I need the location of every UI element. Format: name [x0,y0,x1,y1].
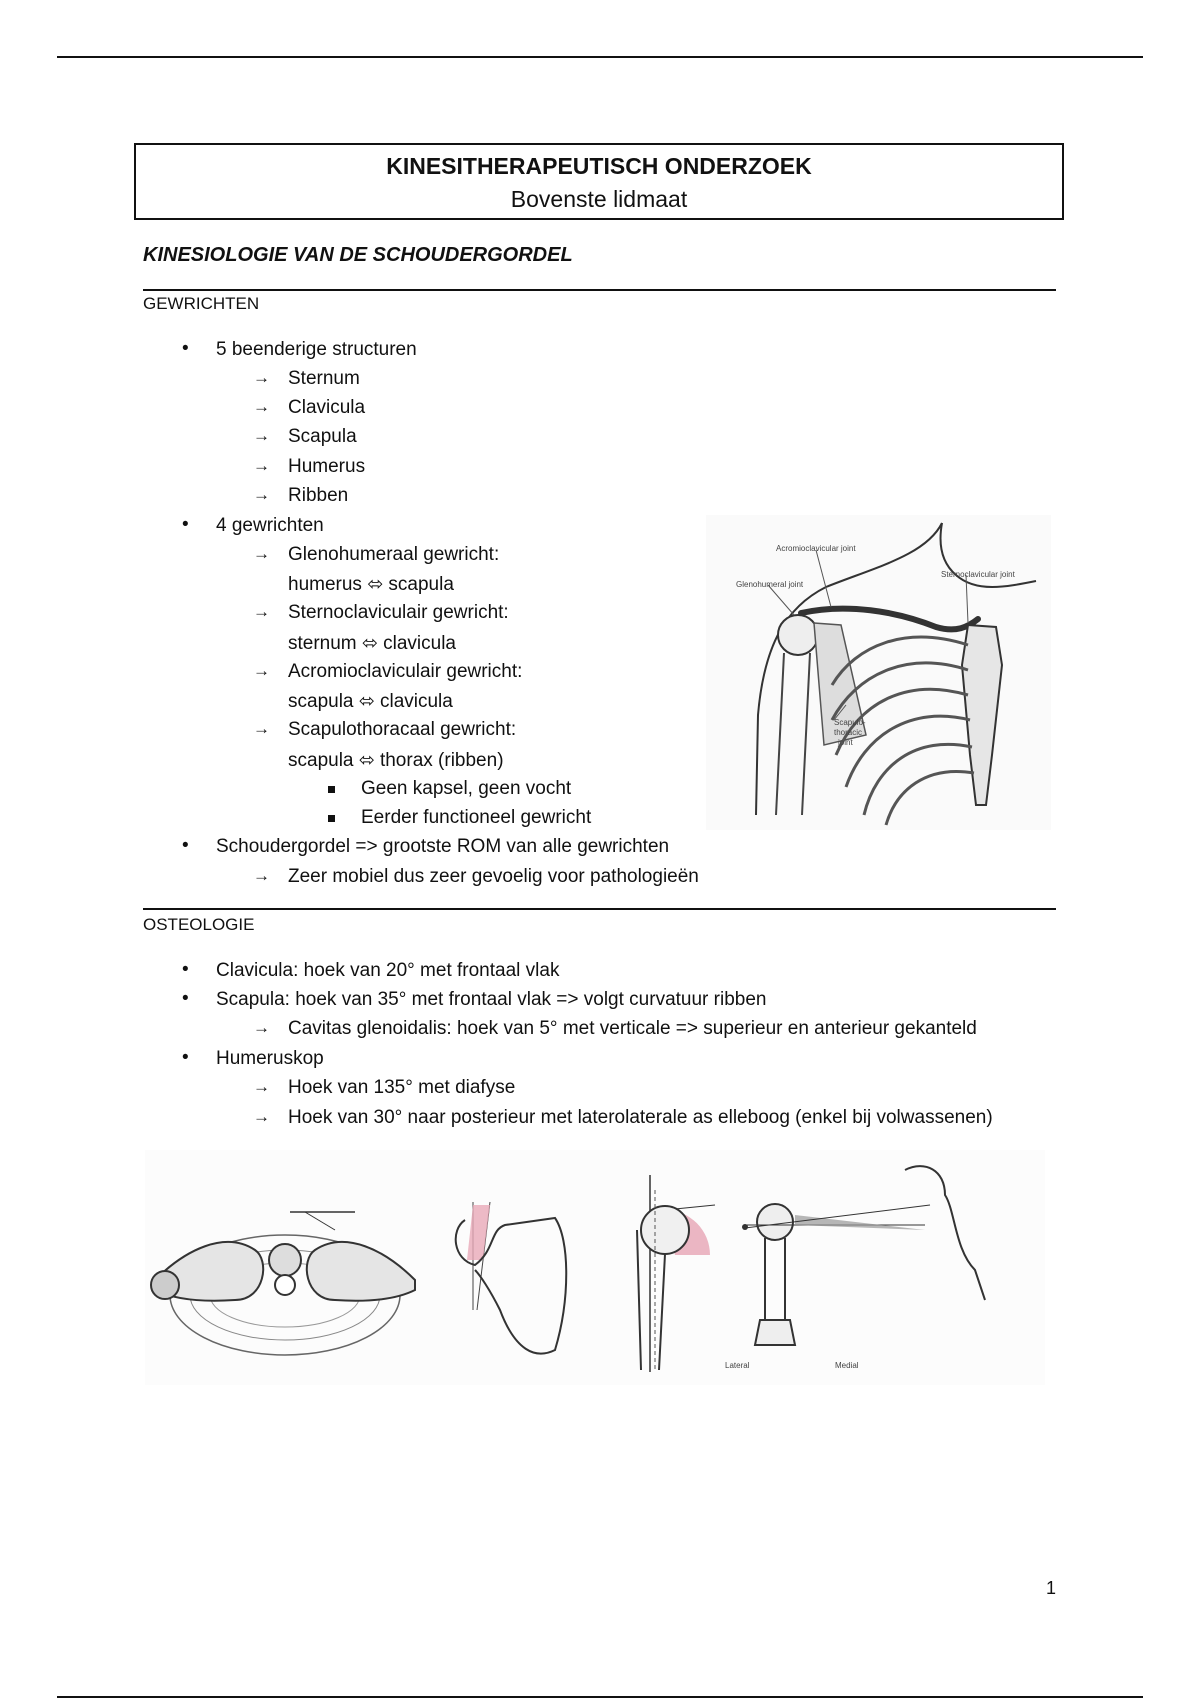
figure-label: Scapulo- [834,718,866,727]
arrow-icon: → [253,719,270,738]
list-item: Scapula: hoek van 35° met frontaal vlak => volgt curvatuur ribben [216,989,767,1010]
list-item: Hoek van 135° met diafyse [288,1077,516,1098]
divider-osteologie [143,908,1056,910]
figure-label: Medial [835,1361,859,1370]
bullet-icon: • [182,835,189,856]
section-title: KINESIOLOGIE VAN DE SCHOUDERGORDEL [143,244,573,266]
figure-label: Glenohumeral joint [736,580,804,589]
list-item: 5 beenderige structuren [216,339,417,360]
shoulder-joints-figure [706,515,1051,830]
list-item: scapula ⬄ clavicula [288,691,453,712]
arrow-icon: → [253,426,270,445]
list-item: Glenohumeraal gewricht: [288,544,500,565]
figure-label: Sternoclavicular joint [941,570,1015,579]
page-top-rule [57,56,1143,58]
bullet-icon: • [182,514,189,535]
square-bullet-icon [328,786,335,793]
list-item: Hoek van 30° naar posterieur met laterolaterale as elleboog (enkel bij volwassenen) [288,1107,993,1128]
list-item: Acromioclaviculair gewricht: [288,661,523,682]
bullet-icon: • [182,959,189,980]
list-item: Zeer mobiel dus zeer gevoelig voor pathologieën [288,866,699,887]
list-item: Scapulothoracaal gewricht: [288,719,517,740]
arrow-icon: → [253,397,270,416]
heading-gewrichten: GEWRICHTEN [143,294,260,313]
list-item: Sternoclaviculair gewricht: [288,602,509,623]
arrow-icon: → [253,866,270,885]
list-item: scapula ⬄ thorax (ribben) [288,750,504,771]
list-item: Scapula [288,426,357,447]
arrow-icon: → [253,485,270,504]
list-item: Ribben [288,485,349,506]
list-item: Clavicula [288,397,366,418]
title-box [134,143,1064,220]
arrow-icon: → [253,602,270,621]
list-item: Eerder functioneel gewricht [361,807,592,828]
heading-osteologie: OSTEOLOGIE [143,915,255,934]
list-item: 4 gewrichten [216,515,324,536]
arrow-icon: → [253,544,270,563]
page-title: KINESITHERAPEUTISCH ONDERZOEK [386,153,812,179]
arrow-icon: → [253,1077,270,1096]
osteology-figure [145,1150,1045,1385]
page-bottom-rule [57,1696,1143,1698]
divider-gewrichten [143,289,1056,291]
list-item: Sternum [288,368,360,389]
list-item: Cavitas glenoidalis: hoek van 5° met verticale => superieur en anterieur gekanteld [288,1018,977,1039]
list-item: Humeruskop [216,1048,324,1069]
figure-label: thoracic [834,728,863,737]
page-subtitle: Bovenste lidmaat [510,186,688,212]
list-item: Schoudergordel => grootste ROM van alle gewrichten [216,836,670,857]
figure-label: joint [838,738,853,747]
arrow-icon: → [253,368,270,387]
list-item: Humerus [288,456,366,477]
arrow-icon: → [253,661,270,680]
figure-label: Lateral [725,1361,750,1370]
list-item: humerus ⬄ scapula [288,574,454,595]
arrow-icon: → [253,456,270,475]
figure-label: Acromioclavicular joint [776,544,856,553]
list-item: Geen kapsel, geen vocht [361,778,572,799]
list-item: Clavicula: hoek van 20° met frontaal vlak [216,960,560,981]
arrow-icon: → [253,1018,270,1037]
bullet-icon: • [182,988,189,1009]
list-item: sternum ⬄ clavicula [288,633,456,654]
bullet-icon: • [182,338,189,359]
page-number: 1 [1046,1578,1057,1598]
arrow-icon: → [253,1107,270,1126]
square-bullet-icon [328,815,335,822]
bullet-icon: • [182,1047,189,1068]
